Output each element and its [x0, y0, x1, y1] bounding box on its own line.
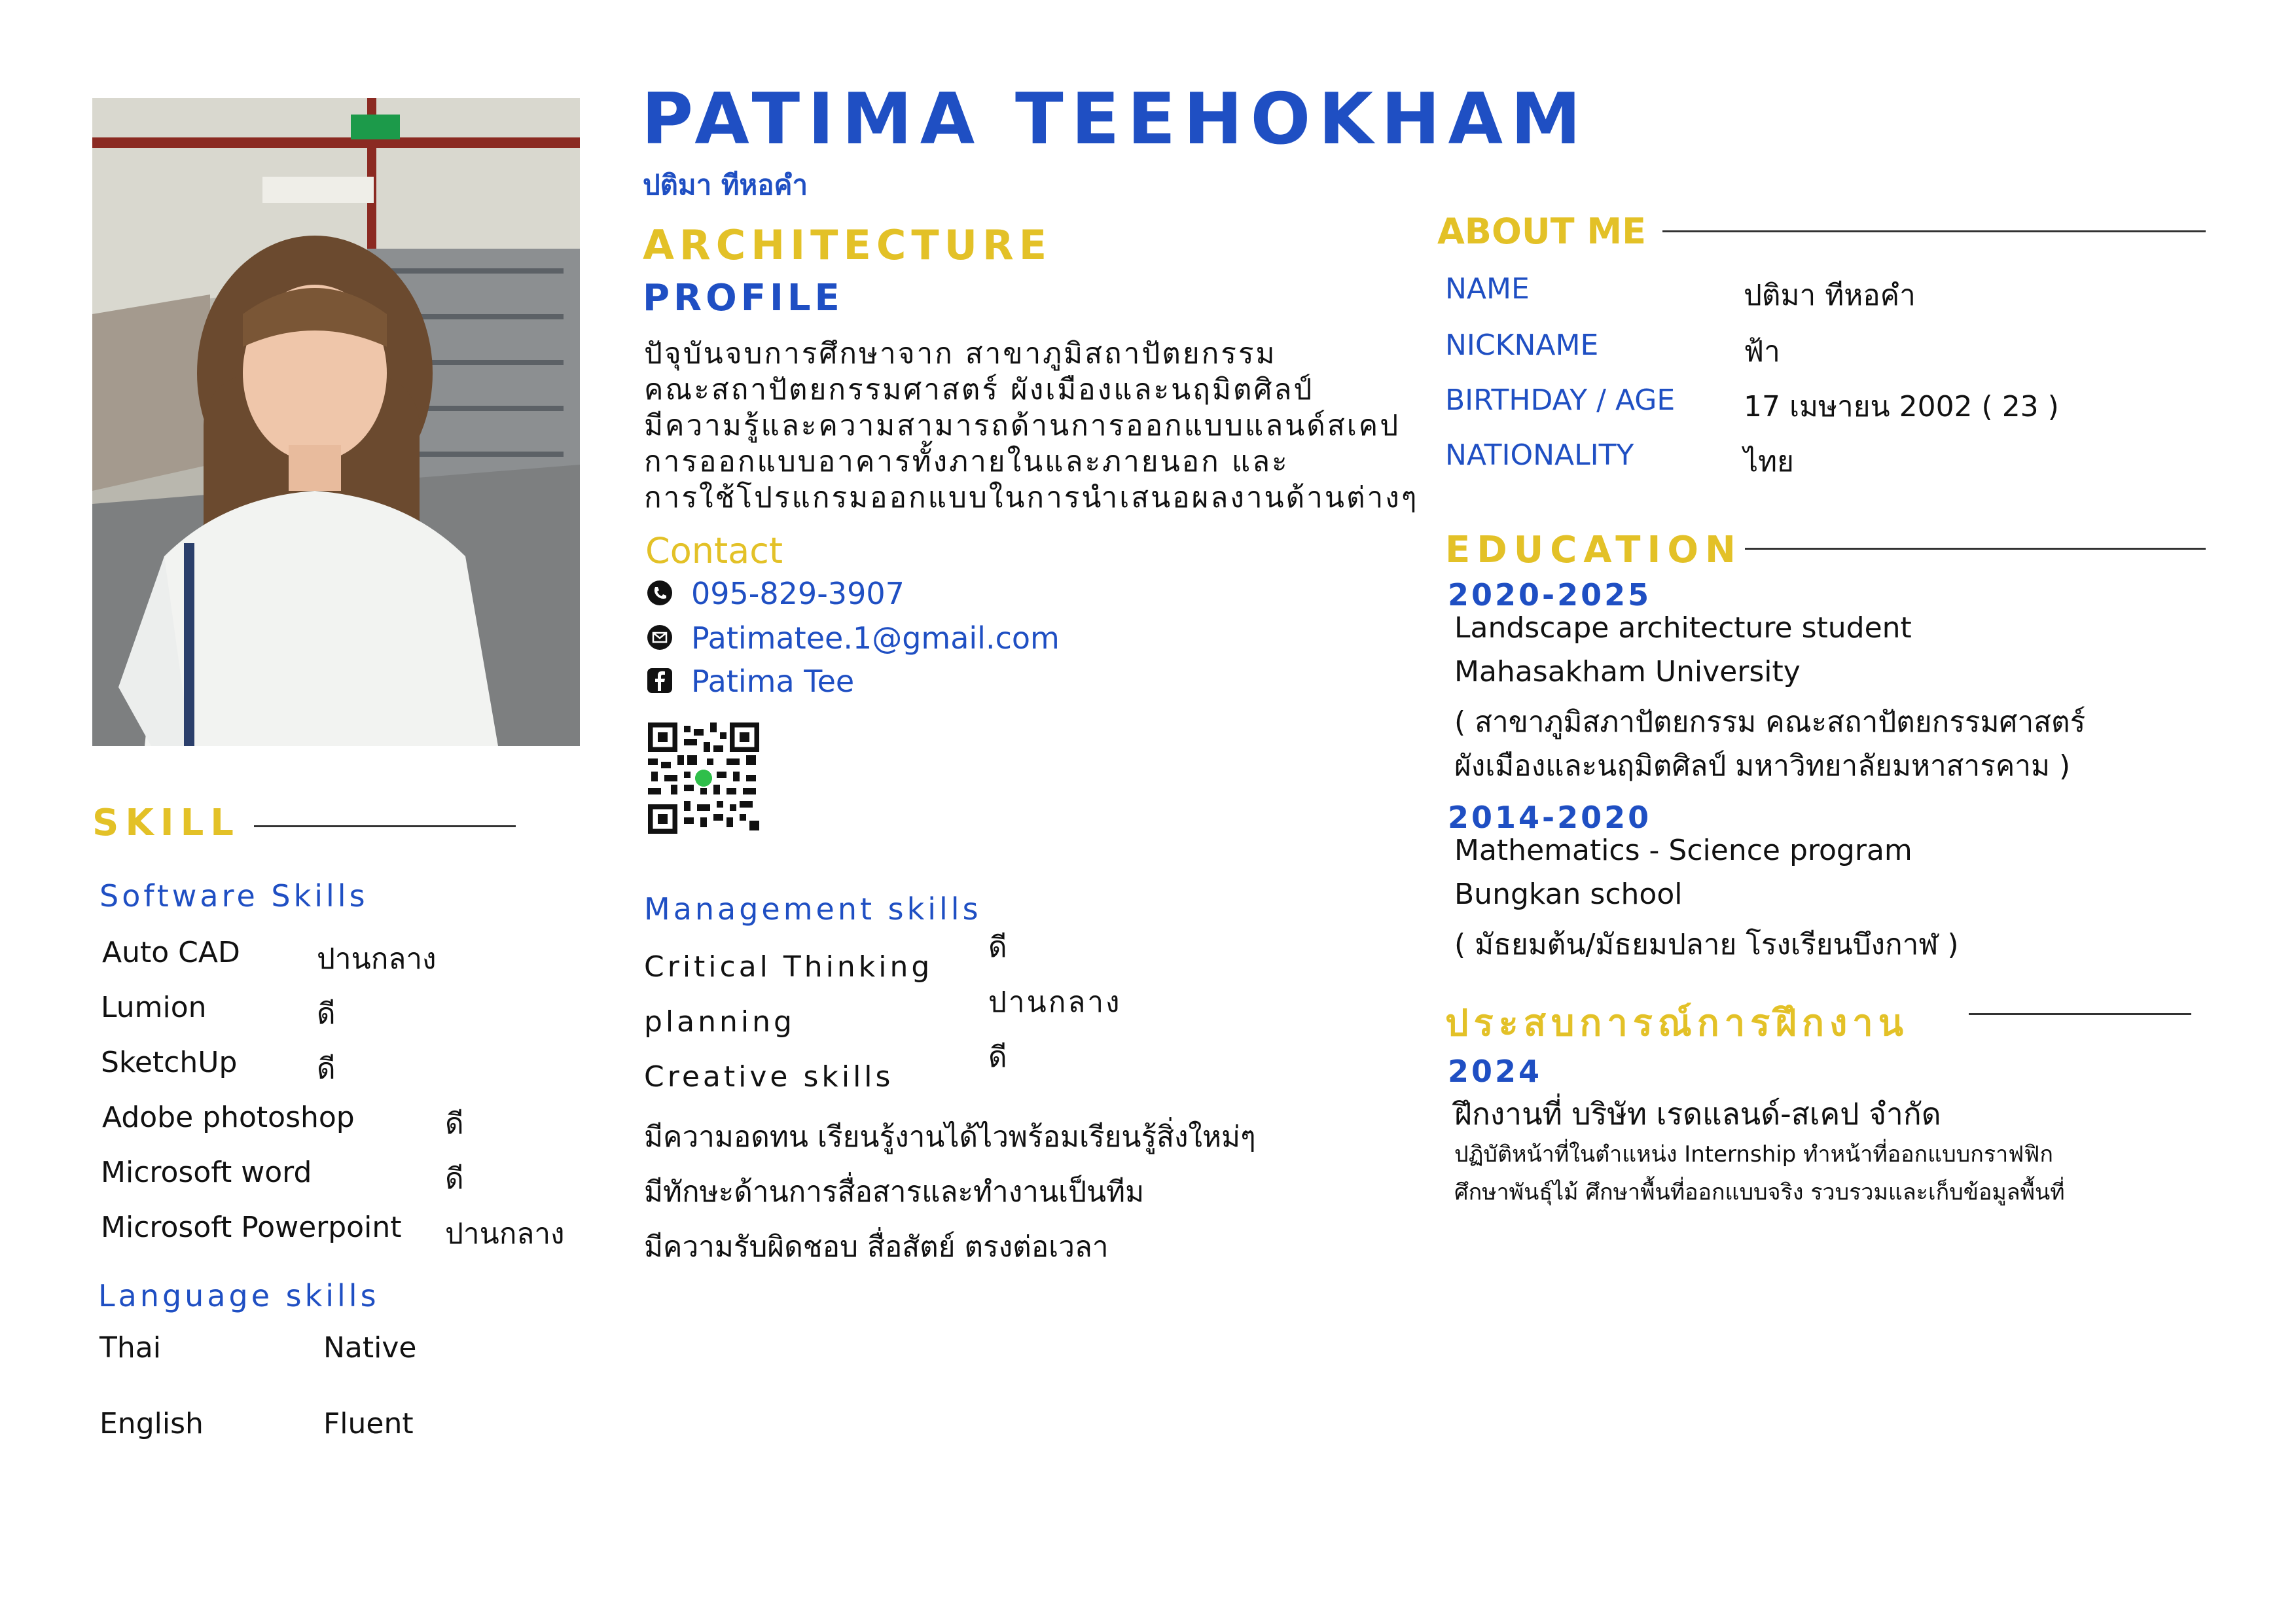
skill-heading: SKILL [92, 802, 240, 844]
facebook-link[interactable]: Patima Tee [691, 664, 855, 699]
language-level: Fluent [323, 1407, 414, 1440]
management-skill-level: ปานกลาง [988, 986, 1122, 1019]
software-skill-level: ดี [317, 997, 336, 1031]
education-line: ผังเมืองและนฤมิตศิลป์ มหาวิทยาลัยมหาสารคาม ) [1454, 749, 2071, 783]
about-label: NATIONALITY [1445, 438, 1634, 472]
internship-heading: ประสบการณ์การฝึกงาน [1445, 1002, 1909, 1044]
management-skill-name: planning [644, 1005, 795, 1039]
software-skill-name: Microsoft Powerpoint [101, 1211, 402, 1244]
education-line: ( สาขาภูมิสภาปัตยกรรม คณะสถาปัตยกรรมศาสตร์ [1454, 705, 2086, 739]
education-years: 2020-2025 [1448, 577, 1652, 613]
software-skill-level: ดี [445, 1162, 464, 1196]
phone-icon [647, 580, 673, 606]
software-skill-name: Microsoft word [101, 1156, 312, 1189]
skill-divider [254, 825, 516, 827]
education-heading: EDUCATION [1445, 529, 1742, 571]
software-skill-level: ปานกลาง [445, 1217, 565, 1251]
trait-line: มีความอดทน เรียนรู้งานได้ไวพร้อมเรียนรู้สิ่งใหม่ๆ [644, 1120, 1256, 1154]
about-heading: ABOUT ME [1437, 211, 1646, 252]
software-skill-level: ดี [317, 1052, 336, 1086]
about-value: ปติมา ทีหอคำ [1744, 279, 1916, 312]
management-skills-heading: Management skills [644, 891, 982, 927]
internship-divider [1969, 1013, 2191, 1015]
about-value: ไทย [1744, 445, 1794, 478]
language-skills-heading: Language skills [98, 1278, 380, 1313]
management-skill-level: ดี [988, 931, 1009, 964]
software-skill-level: ดี [445, 1107, 464, 1141]
profile-photo [92, 98, 580, 746]
management-skill-level: ดี [988, 1041, 1009, 1074]
qr-code-icon[interactable] [648, 722, 759, 834]
software-skill-name: Lumion [101, 991, 207, 1024]
about-label: NAME [1445, 272, 1530, 306]
profile-line: คณะสถาปัตยกรรมศาสตร์ ผังเมืองและนฤมิตศิลป์ [644, 373, 1314, 406]
profile-line: มีความรู้และความสามารถด้านการออกแบบแลนด์สเคป [644, 409, 1401, 442]
internship-year: 2024 [1448, 1054, 1543, 1089]
trait-line: มีทักษะด้านการสื่อสารและทำงานเป็นทีม [644, 1175, 1145, 1209]
education-years: 2014-2020 [1448, 800, 1652, 835]
about-label: BIRTHDAY / AGE [1445, 383, 1676, 417]
trait-line: มีความรับผิดชอบ สื่อสัตย์ ตรงต่อเวลา [644, 1230, 1109, 1264]
profile-line: การออกแบบอาคารทั้งภายในและภายนอก และ [644, 445, 1289, 478]
education-line: Mathematics - Science program [1454, 834, 1912, 867]
software-skill-name: SketchUp [101, 1046, 238, 1079]
name-thai: ปติมา ทีหอคำ [643, 169, 808, 201]
mail-icon [647, 624, 673, 651]
internship-line: ศึกษาพันธุ์ไม้ ศึกษาพื้นที่ออกแบบจริง รวบรวมและเก็บข้อมูลพื้นที่ [1454, 1179, 2065, 1205]
contact-heading: Contact [645, 530, 783, 571]
about-divider [1662, 230, 2206, 232]
education-line: Mahasakham University [1454, 655, 1801, 688]
management-skill-name: Creative skills [644, 1060, 894, 1094]
internship-line: ปฏิบัติหน้าที่ในตำแหน่ง Internship ทำหน้าที่ออกแบบกราฟฟิก [1454, 1141, 2053, 1168]
phone-number[interactable]: 095-829-3907 [691, 576, 905, 611]
about-value: 17 เมษายน 2002 ( 23 ) [1744, 390, 2059, 423]
profile-line: การใช้โปรแกรมออกแบบในการนำเสนอผลงานด้านต่างๆ [644, 481, 1419, 514]
about-value: ฟ้า [1744, 335, 1780, 368]
profile-line: ปัจุบันจบการศึกษาจาก สาขาภูมิสถาปัตยกรรม [644, 337, 1277, 370]
management-skill-name: Critical Thinking [644, 950, 933, 984]
language-name: English [99, 1407, 204, 1440]
about-label: NICKNAME [1445, 329, 1599, 362]
language-level: Native [323, 1331, 417, 1364]
education-line: Landscape architecture student [1454, 611, 1912, 645]
education-divider [1745, 548, 2206, 550]
profile-heading-architecture: ARCHITECTURE [643, 221, 1052, 269]
software-skill-level: ปานกลาง [317, 942, 437, 976]
internship-title: ฝึกงานที่ บริษัท เรดแลนด์-สเคป จำกัด [1454, 1096, 1941, 1132]
language-name: Thai [99, 1331, 161, 1364]
name-english: PATIMA TEEHOKHAM [641, 79, 1589, 160]
software-skill-name: Auto CAD [102, 936, 240, 969]
profile-heading: PROFILE [643, 277, 844, 319]
email-link[interactable]: Patimatee.1@gmail.com [691, 620, 1060, 656]
facebook-icon [647, 668, 673, 694]
software-skill-name: Adobe photoshop [102, 1101, 355, 1134]
education-line: Bungkan school [1454, 878, 1683, 911]
software-skills-heading: Software Skills [99, 878, 368, 914]
education-line: ( มัธยมต้น/มัธยมปลาย โรงเรียนบึงกาฬ ) [1454, 928, 1959, 961]
